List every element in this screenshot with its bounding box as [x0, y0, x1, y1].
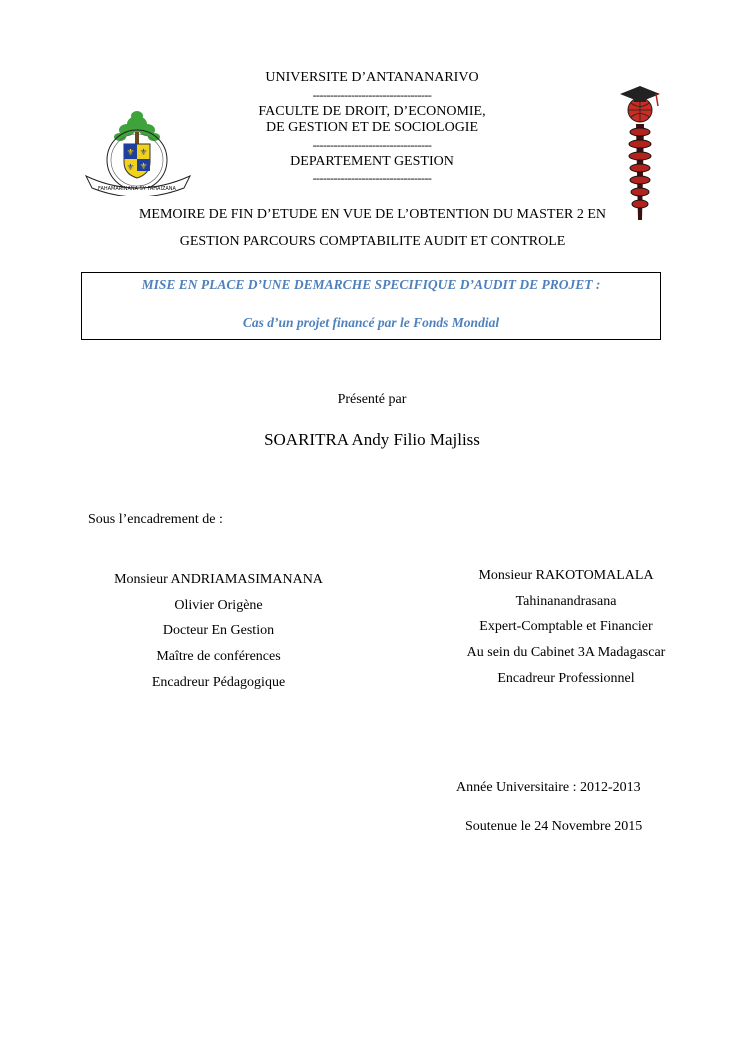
professional-supervisor-line: Au sein du Cabinet 3A Madagascar [466, 645, 666, 661]
memoire-line2: GESTION PARCOURS COMPTABILITE AUDIT ET CONTROLE [179, 234, 566, 249]
svg-text:⚜: ⚜ [126, 162, 135, 172]
svg-text:⚜: ⚜ [126, 147, 135, 157]
professional-supervisor-line: Monsieur RAKOTOMALALA [478, 568, 654, 583]
memoire-line1: MEMOIRE DE FIN D’ETUDE EN VUE DE L’OBTENTION DU MASTER 2 EN [138, 207, 607, 222]
professional-supervisor-line: Encadreur Professionnel [497, 670, 635, 686]
academic-year: Année Universitaire : 2012-2013 [456, 780, 641, 795]
defense-date: Soutenue le 24 Novembre 2015 [465, 819, 643, 834]
thesis-subtitle: Cas d’un projet financé par le Fonds Mondial [242, 315, 500, 330]
separator: ---------------------------------- [312, 87, 432, 102]
presented-by-label: Présenté par [337, 392, 407, 407]
logo-motto: FAHAMARINANA SY FAHAIZANA [98, 186, 176, 192]
svg-text:⚜: ⚜ [139, 147, 148, 157]
academic-supervisor-line: Maître de conférences [156, 649, 281, 665]
separator: ---------------------------------- [312, 137, 432, 152]
faculty-line2: DE GESTION ET DE SOCIOLOGIE [265, 120, 479, 135]
thesis-title-box [81, 272, 661, 340]
supervision-label: Sous l’encadrement de : [88, 512, 223, 527]
academic-supervisor-block [96, 567, 341, 696]
author-name: SOARITRA Andy Filio Majliss [264, 430, 480, 449]
separator: ---------------------------------- [312, 171, 432, 185]
professional-supervisor-line: Expert-Comptable et Financier [479, 619, 653, 635]
department-logo [612, 84, 668, 224]
university-logo [80, 110, 196, 196]
department-name: DEPARTEMENT GESTION [290, 153, 454, 169]
professional-supervisor-line: Tahinanandrasana [515, 593, 617, 609]
thesis-title: MISE EN PLACE D’UNE DEMARCHE SPECIFIQUE D’AUDIT DE PROJET : [141, 277, 601, 292]
academic-supervisor-line: Monsieur ANDRIAMASIMANANA [114, 572, 323, 587]
faculty-line1: FACULTE DE DROIT, D’ECONOMIE, [258, 103, 486, 119]
svg-text:⚜: ⚜ [139, 161, 148, 171]
academic-supervisor-line: Docteur En Gestion [162, 623, 275, 639]
university-name: UNIVERSITE D’ANTANANARIVO [265, 70, 479, 85]
professional-supervisor-block [446, 563, 686, 692]
academic-supervisor-line: Olivier Origène [174, 597, 263, 613]
academic-supervisor-line: Encadreur Pédagogique [151, 674, 286, 690]
